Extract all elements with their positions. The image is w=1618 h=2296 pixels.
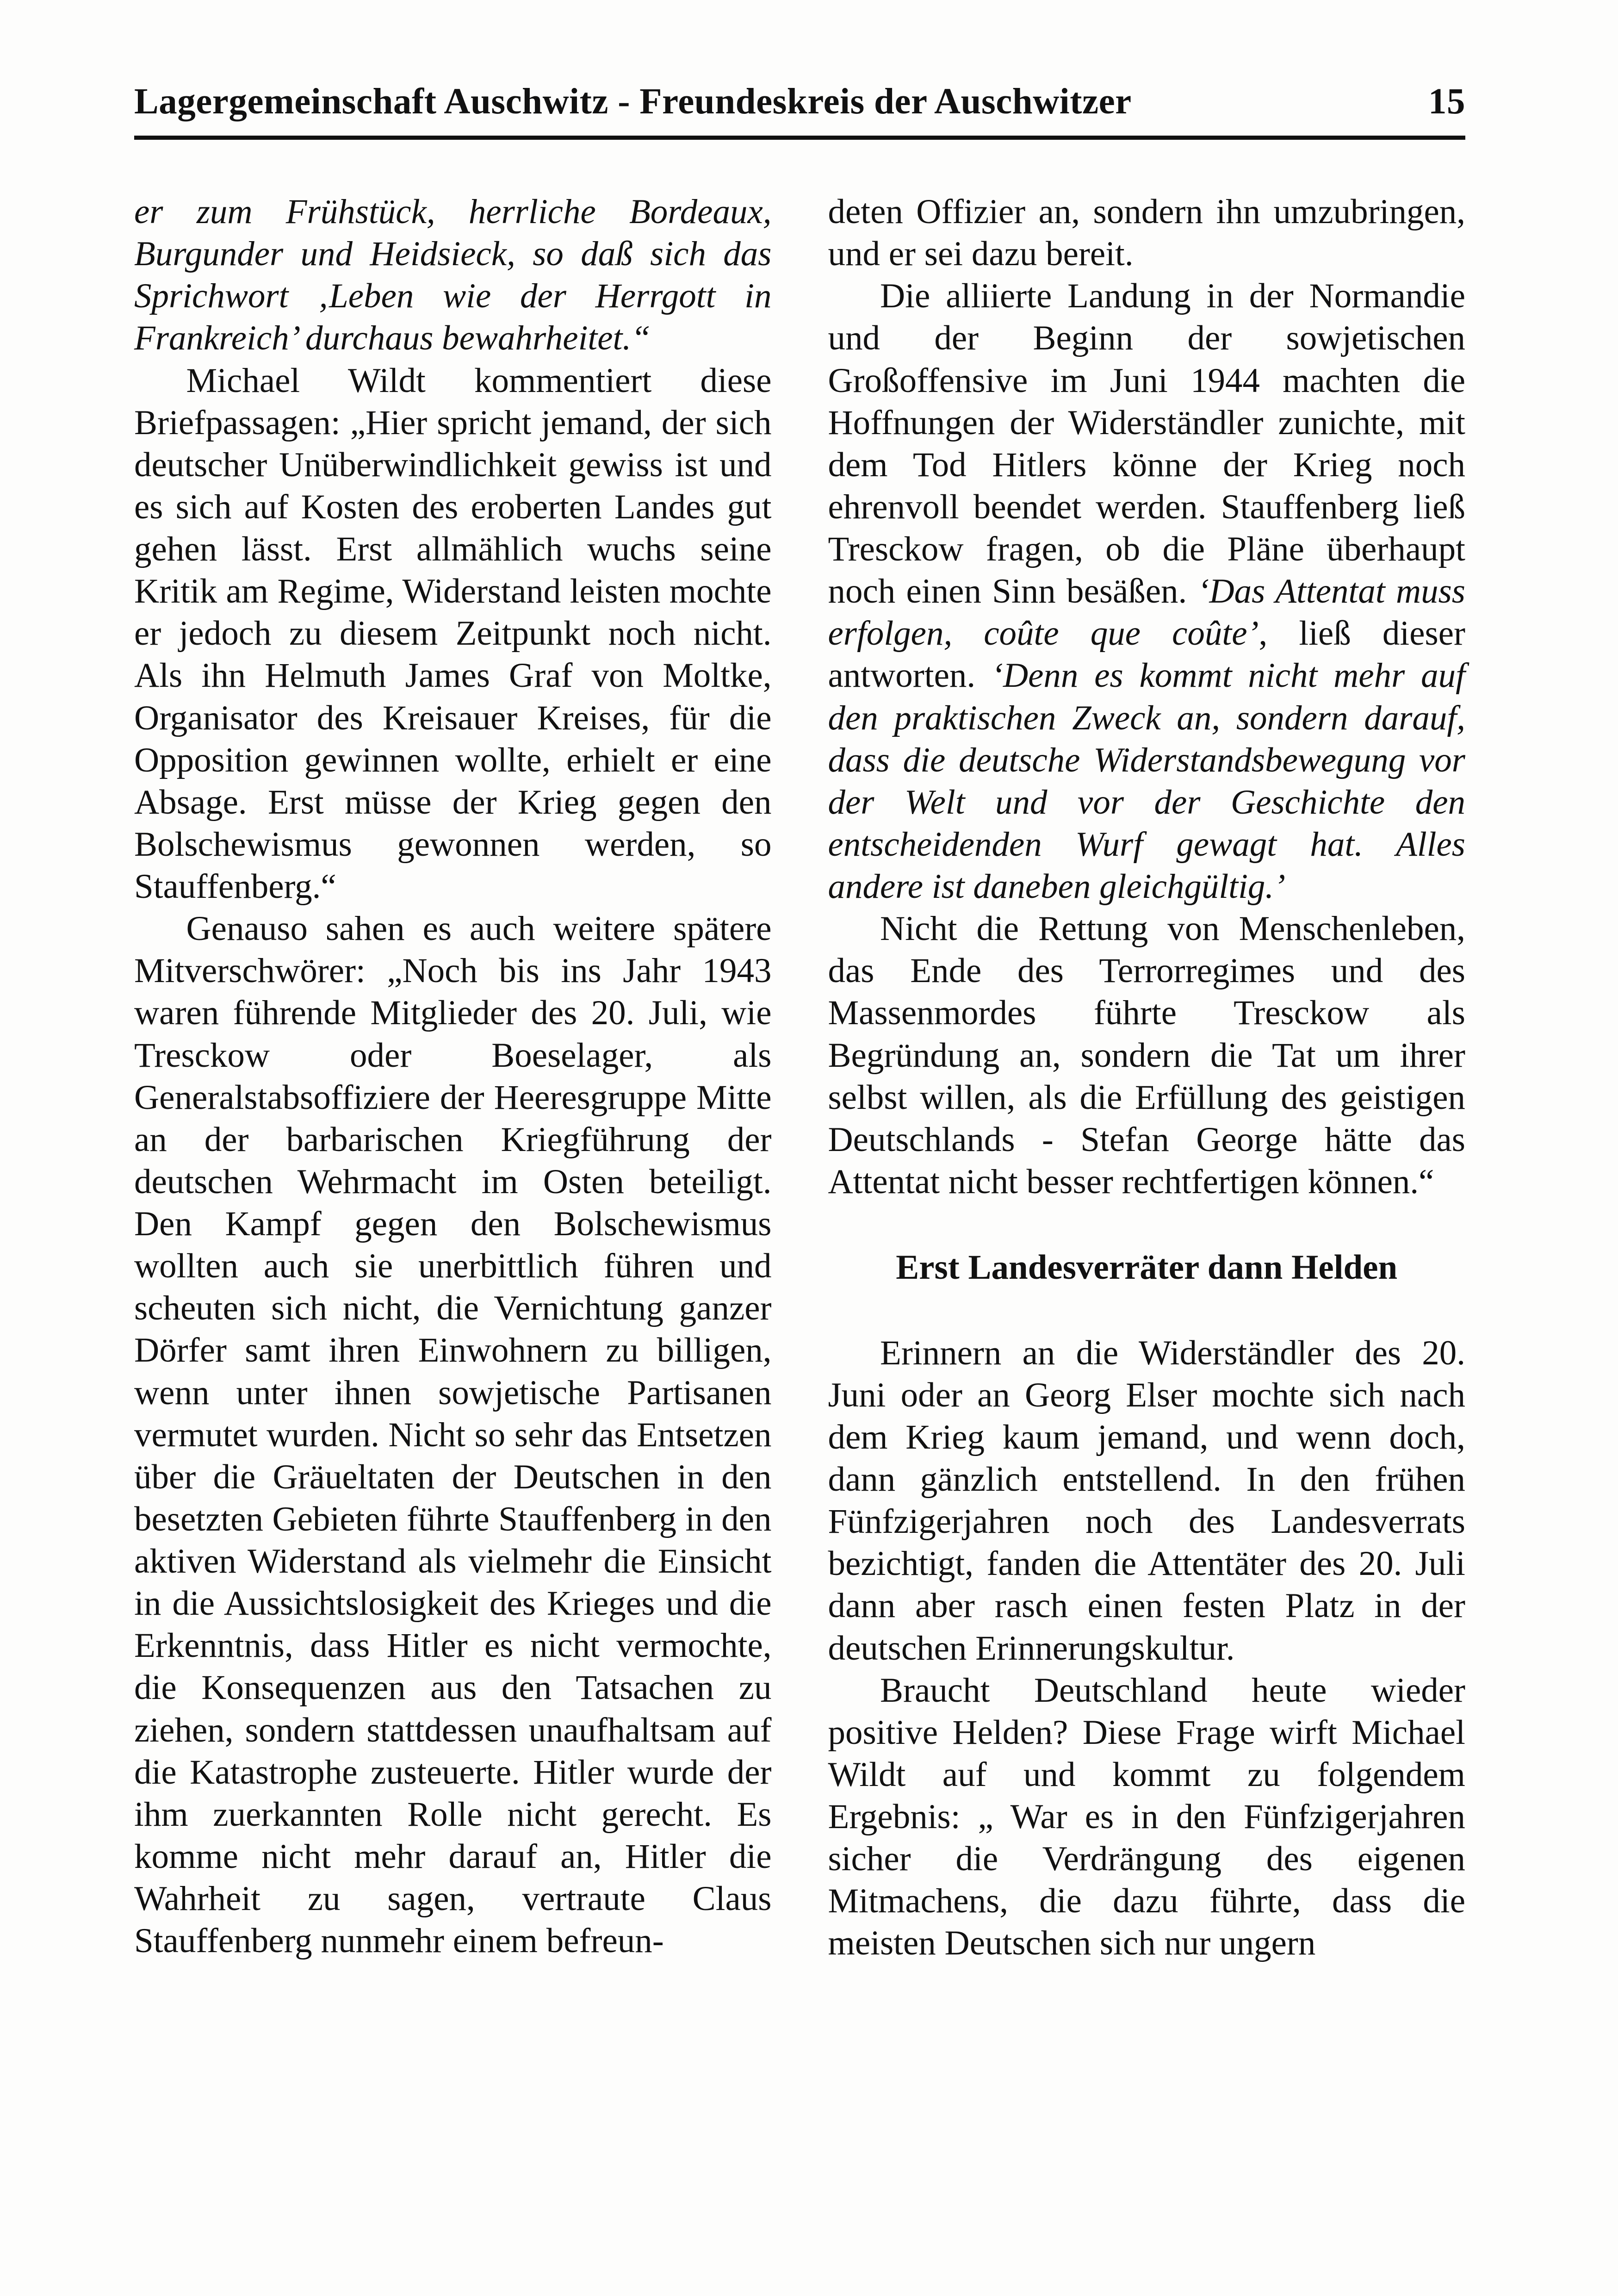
paragraph bbox=[828, 1669, 1466, 1965]
text-segment: ‘Das Attentat muss erfolgen, coûte que coûte’ bbox=[828, 572, 1465, 653]
text-segment: Michael Wildt kommentiert diese Briefpassagen: „Hier spricht jemand, der sich deutscher Unüberwindlichkeit gewiss ist und es sich auf Kosten des eroberten Landes gut gehen lässt. Erst allmählich wuchs seine Kritik am Regime, Widerstand leisten mochte er jedoch zu diesem Zeitpunkt noch nicht. Als ihn Helmuth James Graf von Moltke, Organisator des Kreisauer Kreises, für die Opposition gewinnen wollte, erhielt er eine Absage. Erst müsse der Krieg gegen den Bolschewismus gewonnen werden, so Stauffenberg.“ bbox=[134, 361, 772, 906]
paragraph bbox=[828, 1332, 1466, 1669]
text-segment: Erinnern an die Widerständler des 20. Juni oder an Georg Elser mochte sich nach dem Krieg kaum jemand, und wenn doch, dann gänzlich entstellend. In den frühen Fünfzigerjahren noch des Landesverrats bezichtigt, fanden die Attentäter des 20. Juli dann aber rasch einen festen Platz in der deutschen Erinnerungskultur. bbox=[828, 1333, 1465, 1668]
right-column bbox=[828, 191, 1466, 1965]
section-heading: Erst Landesverräter dann Helden bbox=[896, 1248, 1398, 1287]
text-columns bbox=[134, 191, 1465, 1965]
text-segment: deten Offizier an, sondern ihn umzubringen, und er sei dazu bereit. bbox=[828, 193, 1465, 274]
text-segment: ‘Denn es kommt nicht mehr auf den praktischen Zweck an, sondern darauf, dass die deutsche Widerstandsbewegung vor der Welt und vor der Geschichte den entscheidenden Wurf gewagt hat. Alles andere ist daneben gleichgültig.’ bbox=[828, 656, 1465, 906]
paragraph bbox=[828, 908, 1466, 1203]
text-segment: Genauso sahen es auch weitere spätere Mitverschwörer: „Noch bis ins Jahr 1943 waren führende Mitglieder des 20. Juli, wie Tresckow oder Boeselager, als Generalstabsoffiziere der Heeresgruppe Mitte an der barbarischen Kriegführung der deutschen Wehrmacht im Osten beteiligt. Den Kampf gegen den Bolschewismus wollten auch sie unerbittlich führen und scheuten sich nicht, die Vernichtung ganzer Dörfer samt ihren Einwohnern zu billigen, wenn unter ihnen sowjetische Partisanen vermutet wurden. Nicht so sehr das Entsetzen über die Gräueltaten der Deutschen in den besetzten Gebieten führte Stauffenberg in den aktiven Widerstand als vielmehr die Einsicht in die Aussichtslosigkeit des Krieges und die Erkenntnis, dass Hitler es nicht vermochte, die Konsequenzen aus den Tatsachen zu ziehen, sondern stattdessen unaufhaltsam auf die Katastrophe zusteuerte. Hitler wurde der ihm zuerkannten Rolle nicht gerecht. Es komme nicht mehr darauf an, Hitler die Wahrheit zu sagen, vertraute Claus Stauffenberg nunmehr einem befreun- bbox=[134, 909, 772, 1960]
header-title: Lagergemeinschaft Auschwitz - Freundeskreis der Auschwitzer bbox=[134, 81, 1132, 122]
left-column bbox=[134, 191, 772, 1965]
page-header bbox=[134, 81, 1465, 140]
page-number: 15 bbox=[1428, 81, 1465, 122]
text-segment: , ließ dieser antworten. bbox=[828, 614, 1465, 695]
paragraph bbox=[134, 360, 772, 908]
paragraph bbox=[828, 275, 1466, 908]
paragraph bbox=[134, 908, 772, 1962]
text-segment: Die alliierte Landung in der Normandie und der Beginn der sowjetischen Großoffensive im Juni 1944 machten die Hoffnungen der Widerständler zunichte, mit dem Tod Hitlers könne der Krieg noch ehrenvoll beendet werden. Stauffenberg ließ Tresckow fragen, ob die Pläne überhaupt noch einen Sinn besäßen. bbox=[828, 277, 1465, 611]
text-segment: Nicht die Rettung von Menschenleben, das Ende des Terrorregimes und des Massenmordes führte Tresckow als Begründung an, sondern die Tat um ihrer selbst willen, als die Erfüllung des geistigen Deutschlands - Stefan George hätte das Attentat nicht besser rechtfertigen können.“ bbox=[828, 909, 1465, 1201]
text-segment: er zum Frühstück, herrliche Bordeaux, Burgunder und Heidsieck, so daß sich das Sprichwort ‚Leben wie der Herrgott in Frankreich’ durchaus bewahrheitet.“ bbox=[134, 193, 772, 358]
paragraph bbox=[134, 191, 772, 360]
paragraph bbox=[828, 191, 1466, 275]
text-segment: Braucht Deutschland heute wieder positive Helden? Diese Frage wirft Michael Wildt auf und kommt zu folgendem Ergebnis: „ War es in den Fünfzigerjahren sicher die Verdrängung des eigenen Mitmachens, die dazu führte, dass die meisten Deutschen sich nur ungern bbox=[828, 1671, 1465, 1963]
